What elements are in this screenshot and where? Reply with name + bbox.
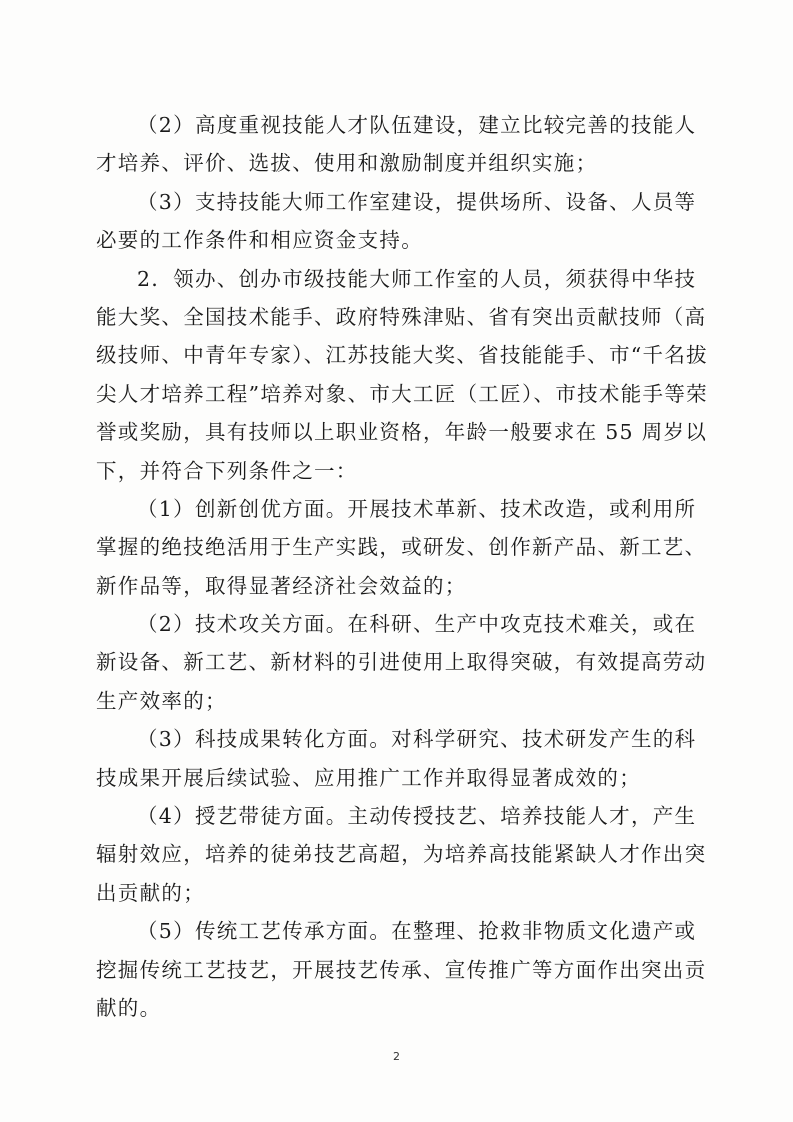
text-line: 生产效率的； xyxy=(96,688,227,713)
text-line: 出贡献的； xyxy=(96,880,205,905)
text-line: （1）创新创优方面。开展技术革新、技术改造，或利用所 xyxy=(137,496,697,521)
text-line: 掌握的绝技绝活用于生产实践，或研发、创作新产品、新工艺、 xyxy=(96,535,707,560)
text-line: 2．领办、创办市级技能大师工作室的人员，须获得中华技 xyxy=(137,266,697,291)
text-line: （3）支持技能大师工作室建设，提供场所、设备、人员等 xyxy=(137,189,697,214)
text-line: （3）科技成果转化方面。对科学研究、技术研发产生的科 xyxy=(137,727,697,752)
text-line: （2）技术攻关方面。在科研、生产中攻克技术难关，或在 xyxy=(137,612,697,637)
document-body xyxy=(96,106,708,1027)
text-line: 献的。 xyxy=(96,995,162,1020)
text-line: 新设备、新工艺、新材料的引进使用上取得突破，有效提高劳动 xyxy=(96,650,707,675)
text-line: 下，并符合下列条件之一： xyxy=(96,458,358,483)
text-line: （4）授艺带徒方面。主动传授技艺、培养技能人才，产生 xyxy=(137,804,697,829)
text-line: （5）传统工艺传承方面。在整理、抢救非物质文化遗产或 xyxy=(137,919,697,944)
text-line: 尖人才培养工程”培养对象、市大工匠（工匠）、市技术能手等荣 xyxy=(96,381,708,406)
page-number: 2 xyxy=(393,1050,400,1063)
text-line: 必要的工作条件和相应资金支持。 xyxy=(96,228,423,253)
text-line: 挖掘传统工艺技艺，开展技艺传承、宣传推广等方面作出突出贡 xyxy=(96,957,707,982)
text-line: 新作品等，取得显著经济社会效益的； xyxy=(96,573,467,598)
text-line: 级技师、中青年专家）、江苏技能大奖、省技能能手、市“千名拔 xyxy=(96,343,708,368)
text-line: 才培养、评价、选拔、使用和激励制度并组织实施； xyxy=(96,151,598,176)
text-line: 誉或奖励，具有技师以上职业资格，年龄一般要求在 55 周岁以 xyxy=(96,420,708,445)
text-line: 能大奖、全国技术能手、政府特殊津贴、省有突出贡献技师（高 xyxy=(96,304,707,329)
text-line: （2）高度重视技能人才队伍建设，建立比较完善的技能人 xyxy=(137,113,697,137)
text-line: 辐射效应，培养的徒弟技艺高超，为培养高技能紧缺人才作出突 xyxy=(96,842,707,867)
text-line: 技成果开展后续试验、应用推广工作并取得显著成效的； xyxy=(96,765,641,790)
